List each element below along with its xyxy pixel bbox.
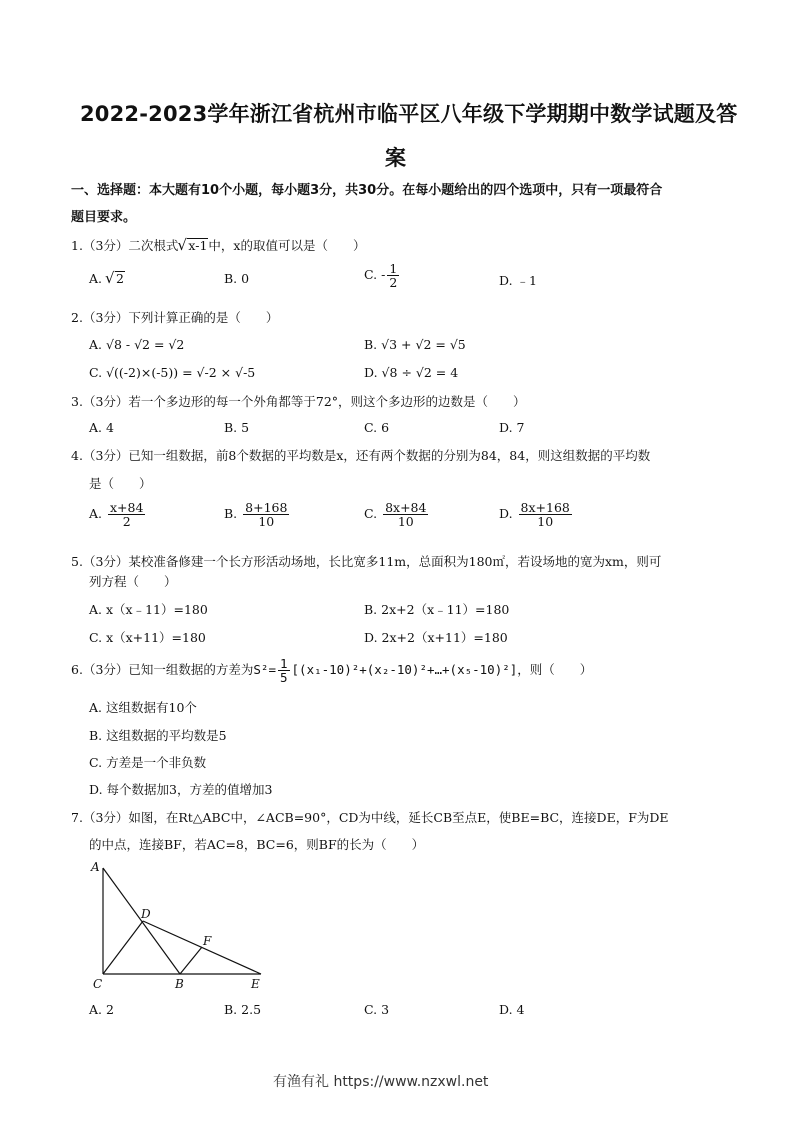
sqrt-expression: √ x-1 bbox=[178, 238, 208, 253]
q4-option-d[interactable]: D. $\frac{8x+168}{10}$ bbox=[499, 500, 570, 530]
label-c: C bbox=[93, 977, 103, 991]
q2-option-c[interactable]: C. √((-2)×(-5)) = √-2 × √-5 bbox=[89, 365, 256, 380]
q4-option-b[interactable]: B. $\frac{8+168}{10}$ bbox=[224, 500, 288, 530]
q1-option-a[interactable]: A. √ 2 bbox=[89, 271, 125, 286]
fraction: $\frac{1}{2}$ bbox=[389, 261, 398, 291]
question-4: 4.（3分）已知一组数据，前8个数据的平均数是x，还有两个数据的分别为84，84，则这组数据的平均数 bbox=[71, 448, 651, 463]
label-a: A bbox=[91, 860, 100, 874]
fraction: $\frac{1}{5}$ bbox=[279, 656, 288, 686]
question-2: 2.（3分）下列计算正确的是（ ） bbox=[71, 310, 279, 325]
q1-option-d[interactable]: D. ﹣1 bbox=[499, 273, 537, 288]
q7-option-b[interactable]: B. 2.5 bbox=[224, 1002, 262, 1017]
q6-option-c[interactable]: C. 方差是一个非负数 bbox=[89, 755, 207, 770]
variance-formula: S²= $\frac{1}{5}$ [(x₁-10)²+(x₂-10)²+…+(x₅-10)²] bbox=[253, 656, 518, 686]
label-b: B bbox=[175, 977, 184, 991]
document-title-line2: 案 bbox=[385, 146, 407, 170]
label-f: F bbox=[203, 934, 212, 948]
section-heading-line2: 题目要求。 bbox=[71, 210, 137, 225]
q2-option-b[interactable]: B. √3 + √2 = √5 bbox=[364, 337, 466, 352]
q2-option-a[interactable]: A. √8 - √2 = √2 bbox=[89, 337, 185, 352]
q7-option-d[interactable]: D. 4 bbox=[499, 1002, 525, 1017]
section-heading-line1: 一、选择题：本大题有10个小题，每小题3分，共30分。在每小题给出的四个选项中，只有一项最符合 bbox=[71, 183, 663, 198]
q6-option-a[interactable]: A. 这组数据有10个 bbox=[89, 700, 197, 715]
question-stem: 某校准备修建一个长方形活动场地，长比宽多11m，总面积为180㎡，若设场地的宽为xm，则可 bbox=[128, 554, 662, 569]
q1-option-c[interactable]: C. - $\frac{1}{2}$ bbox=[364, 261, 398, 291]
question-stem: 若一个多边形的每一个外角都等于72°，则这个多边形的边数是（ ） bbox=[128, 394, 526, 409]
question-6: 6.（3分）已知一组数据的方差为S²= $\frac{1}{5}$ [(x₁-10)²+(x₂-10)²+…+(x₅-10)²]，则（ ） bbox=[71, 656, 593, 686]
triangle-figure bbox=[85, 855, 275, 995]
fraction: $\frac{8x+84}{10}$ bbox=[385, 500, 427, 530]
question-7: 7.（3分）如图，在Rt△ABC中，∠ACB=90°，CD为中线，延长CB至点E，使BE=BC，连接DE，F为DE bbox=[71, 810, 669, 825]
q6-option-b[interactable]: B. 这组数据的平均数是5 bbox=[89, 728, 227, 743]
question-stem: 二次根式 bbox=[128, 238, 179, 253]
question-stem: 下列计算正确的是（ ） bbox=[128, 310, 279, 325]
question-5: 5.（3分）某校准备修建一个长方形活动场地，长比宽多11m，总面积为180㎡，若设场地的宽为xm，则可 bbox=[71, 554, 662, 569]
question-3: 3.（3分）若一个多边形的每一个外角都等于72°，则这个多边形的边数是（ ） bbox=[71, 394, 526, 409]
footer-watermark: 有渔有礼 https://www.nzxwl.net bbox=[273, 1074, 489, 1090]
q7-option-a[interactable]: A. 2 bbox=[89, 1002, 114, 1017]
q4-option-c[interactable]: C. $\frac{8x+84}{10}$ bbox=[364, 500, 427, 530]
question-7-line2: 的中点，连接BF，若AC=8，BC=6，则BF的长为（ ） bbox=[89, 837, 425, 852]
q1-option-b[interactable]: B. 0 bbox=[224, 271, 250, 286]
fraction: $\frac{8x+168}{10}$ bbox=[520, 500, 570, 530]
q5-option-c[interactable]: C. x（x+11）=180 bbox=[89, 630, 206, 645]
q3-option-d[interactable]: D. 7 bbox=[499, 420, 525, 435]
q4-option-a[interactable]: A. $\frac{x+84}{2}$ bbox=[89, 500, 144, 530]
q3-option-b[interactable]: B. 5 bbox=[224, 420, 250, 435]
label-d: D bbox=[141, 907, 151, 921]
sqrt-expression: √ 2 bbox=[106, 271, 125, 286]
fraction: $\frac{x+84}{2}$ bbox=[110, 500, 144, 530]
q7-option-c[interactable]: C. 3 bbox=[364, 1002, 390, 1017]
q3-option-a[interactable]: A. 4 bbox=[89, 420, 114, 435]
question-stem-end: 中，x的取值可以是（ ） bbox=[208, 238, 366, 253]
question-stem: 已知一组数据，前8个数据的平均数是x，还有两个数据的分别为84，84，则这组数据的平均数 bbox=[128, 448, 651, 463]
q5-option-a[interactable]: A. x（x﹣11）=180 bbox=[89, 602, 208, 617]
q6-option-d[interactable]: D. 每个数据加3，方差的值增加3 bbox=[89, 782, 273, 797]
q2-option-d[interactable]: D. √8 ÷ √2 = 4 bbox=[364, 365, 459, 380]
question-score: （3分） bbox=[82, 238, 129, 253]
q5-option-d[interactable]: D. 2x+2（x+11）=180 bbox=[364, 630, 508, 645]
label-e: E bbox=[251, 977, 260, 991]
question-stem: 如图，在Rt△ABC中，∠ACB=90°，CD为中线，延长CB至点E，使BE=BC，连接DE，F为DE bbox=[128, 810, 669, 825]
question-1 bbox=[71, 236, 365, 254]
fraction: $\frac{8+168}{10}$ bbox=[245, 500, 288, 530]
question-5-line2: 列方程（ ） bbox=[89, 574, 177, 589]
document-title-line1: 2022-2023学年浙江省杭州市临平区八年级下学期期中数学试题及答 bbox=[80, 102, 738, 126]
question-stem: 已知一组数据的方差为 bbox=[128, 662, 254, 678]
q3-option-c[interactable]: C. 6 bbox=[364, 420, 390, 435]
q5-option-b[interactable]: B. 2x+2（x﹣11）=180 bbox=[364, 602, 510, 617]
question-4-line2: 是（ ） bbox=[89, 476, 152, 491]
question-number: 1. bbox=[71, 238, 83, 253]
